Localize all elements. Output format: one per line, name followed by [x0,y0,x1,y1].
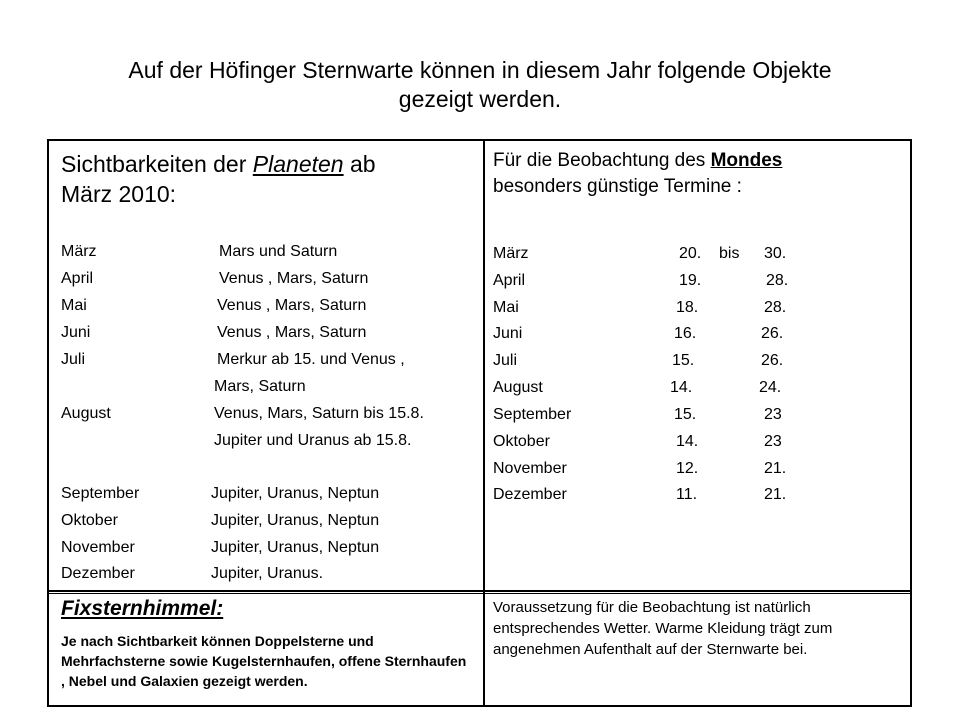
planet-month: Dezember [61,565,135,582]
planet-objects: Jupiter, Uranus. [211,565,324,582]
planet-objects: Jupiter und Uranus ab 15.8. [214,432,412,449]
planet-month: Mai [61,297,87,314]
moon-from-date: 15. [674,406,697,423]
title-line-1: Auf der Höfinger Sternwarte können in diesem Jahr folgende Objekte [128,57,832,83]
moon-to-date: 24. [759,379,782,396]
moon-from-date: 16. [674,325,697,342]
planet-objects: Venus , Mars, Saturn [217,297,367,314]
moon-month: September [493,406,572,423]
column-divider [483,141,485,705]
title-line-2: gezeigt werden. [398,86,562,112]
planet-month: September [61,485,140,502]
moon-month: April [493,272,526,289]
moon-to-date: 26. [761,352,784,369]
moon-month: Oktober [493,433,550,450]
planet-month: März [61,243,97,260]
moon-to-date: 21. [764,486,787,503]
planet-objects: Venus , Mars, Saturn [219,270,369,287]
moon-from-date: 15. [672,352,695,369]
planet-objects: Jupiter, Uranus, Neptun [211,512,380,529]
row-divider [49,590,910,594]
planet-month: Oktober [61,512,118,529]
planet-month: August [61,405,111,422]
planet-objects: Jupiter, Uranus, Neptun [211,485,380,502]
planets-heading-line2: März 2010: [61,181,177,207]
moon-to-date: 23 [764,433,782,450]
moon-from-date: 14. [676,433,699,450]
moon-to-date: 28. [764,299,787,316]
moon-from-date: 11. [676,486,698,503]
planet-month: Juli [61,351,86,368]
moon-range-separator: bis [719,245,740,262]
planet-objects: Merkur ab 15. und Venus , [217,351,405,368]
moon-to-date: 21. [764,460,787,477]
planets-heading-word: Planeten [252,151,344,177]
moon-month: August [493,379,543,396]
moon-to-date: 23 [764,406,782,423]
moon-to-date: 26. [761,325,784,342]
planets-heading [61,149,376,209]
moon-heading [493,148,782,200]
fixed-stars-text: Je nach Sichtbarkeit können Doppelsterne und Mehrfachsterne sowie Kugelsternhaufen, offene Sternhaufen , Nebel und Galaxien gezeigt werden. [61,633,467,689]
moon-month: März [493,245,529,262]
moon-from-date: 20. [679,245,702,262]
planet-objects: Jupiter, Uranus, Neptun [211,539,380,556]
fixed-stars-heading: Fixsternhimmel: [61,597,224,620]
moon-month: Dezember [493,486,567,503]
moon-to-date: 30. [764,245,787,262]
page-title [0,56,960,114]
planet-month: November [61,539,135,556]
schedule-table [47,139,912,707]
planet-objects: Venus, Mars, Saturn bis 15.8. [214,405,424,422]
moon-heading-pre: Für die Beobachtung des [493,150,711,171]
moon-month: Mai [493,299,519,316]
weather-note: Voraussetzung für die Beobachtung ist natürlich entsprechendes Wetter. Warme Kleidung trägt zum angenehmen Aufenthalt auf der Sternwarte bei. [493,599,833,658]
moon-heading-word: Mondes [710,150,783,171]
planets-heading-post: ab [343,151,376,177]
planet-objects: Mars, Saturn [214,378,306,395]
moon-month: November [493,460,567,477]
planet-month: April [61,270,94,287]
moon-from-date: 12. [676,460,699,477]
moon-from-date: 14. [670,379,693,396]
planet-month: Juni [61,324,91,341]
moon-from-date: 19. [679,272,702,289]
planet-objects: Venus , Mars, Saturn [217,324,367,341]
moon-from-date: 18. [676,299,699,316]
moon-month: Juli [493,352,518,369]
moon-to-date: 28. [766,272,789,289]
moon-month: Juni [493,325,523,342]
moon-heading-line2: besonders günstige Termine : [493,176,742,197]
planet-objects: Mars und Saturn [219,243,338,260]
planets-heading-pre: Sichtbarkeiten der [61,151,253,177]
